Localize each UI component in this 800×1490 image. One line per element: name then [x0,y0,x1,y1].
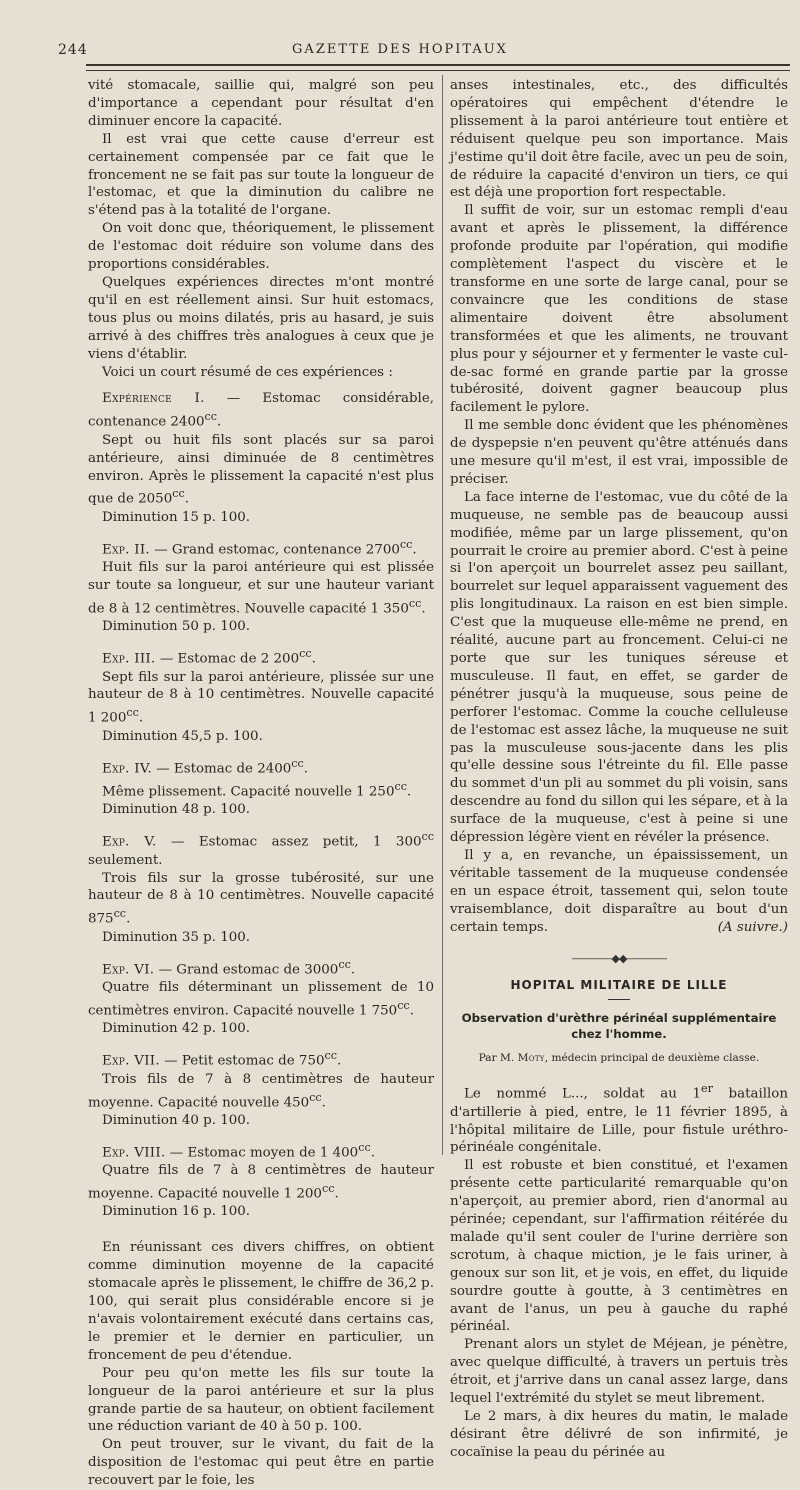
experiment-5-diminution: Diminution 35 p. 100. [102,929,251,945]
paragraph: La face interne de l'estomac, vue du côté de la muqueuse, ne semble pas de beaucoup aussi modifiée, même par un large plissement, qu'on pourrait le croire au premier abord. C'est à peine si l'on aperçoit un bourrelet assez peu saillant, bourrelet sur lequel apparaissent vaguement des plis longitudinaux. La raison en est bien simple. C'est que la muqueuse elle-même ne prend, en réalité, aucune part au froncement. Celui-ci ne porte que sur les tuniques séreuse et musculeuse. Il faut, en effet, se garder de pénétrer jusqu'à la muqueuse, sous peine de perforer l'estomac. Comme la couche celluleuse de l'estomac est assez lâche, la muqueuse ne suit pas la musculeuse sous-jacente dans les plis qu'elle dessine sous l'étreinte du fil. Elle passe du sommet d'un pli au sommet du pli voisin, sans descendre au fond du sillon qui les sépare, et à la surface de la muqueuse, c'est à peine si une dépression légère vient en révéler la présence. [450,489,788,846]
paragraph: En réunissant ces divers chiffres, on obtient comme diminution moyenne de la capacité stomacale après le plissement, le chiffre de 36,2 p. 100, qui serait plus considérable encore si je n'avais volontairement exécuté dans certains cas, le premier et le dernier en particulier, un froncement de peu d'étendue. [88,1240,434,1363]
header-rule-thin [86,70,790,71]
experiment-1-diminution: Diminution 15 p. 100. [102,509,251,525]
experiment-3-diminution: Diminution 45,5 p. 100. [102,728,263,744]
paragraph: On peut trouver, sur le vivant, du fait de la disposition de l'estomac qui peut être en partie recouvert par le foie, les [88,1437,434,1489]
experiment-2-body: Huit fils sur la paroi antérieure qui est plissée sur toute sa longueur, et sur une hauteur variant de 8 à 12 centimètres. Nouvelle capacité 1 $350^{cc}$. [88,560,434,617]
experiment-body-text: Sept ou huit fils sont placés sur sa paroi antérieure, ainsi diminuée de 8 centimètres environ. Après le plissement la capacité n'est plus que de 2050 [88,432,434,507]
paragraph-text: bataillon d'artillerie à pied, entre, le 11 février 1895, à l'hôpital militaire de Lille, pour fistule uréthro-périnéale congénitale. [450,1086,788,1156]
paragraph-with-signoff [450,847,788,937]
experiment-6-heading: Exp. VI. — Grand estomac de $3000^{cc}$. [102,957,356,978]
experiment-5-body: Trois fils sur la grosse tubérosité, sur une hauteur de 8 à 10 centimètres. Nouvelle capacité $875^{cc}$. [88,870,434,927]
unit-superscript: cc [321,1182,335,1196]
paragraph: Le 2 mars, à dix heures du matin, le malade désirant être délivré de son infirmité, je cocaïnise la peau du périnée au [450,1409,788,1460]
unit-superscript: cc [421,830,434,844]
paragraph: Prenant alors un stylet de Méjean, je pénètre, avec quelque difficulté, à travers un pertuis très étroit, et j'arrive dans un canal assez large, dans lequel l'extrémité du stylet se meut librement. [450,1337,788,1407]
experiment-label: Expérience I. [102,391,205,407]
experiment-2-heading: Exp. II. — Grand estomac, contenance $2700^{cc}$. [102,537,417,558]
observation-title-line-1: Observation d'urèthre périnéal supplémentaire [461,1011,777,1026]
experiment-2-diminution: Diminution 50 p. 100. [102,619,251,635]
experiment-heading-text: — Grand estomac de 3000 [154,962,339,978]
paragraph: vité stomacale, saillie qui, malgré son peu d'importance a cependant pour résultat d'en diminuer encore la capacité. [88,78,434,129]
column-divider [442,75,443,1155]
experiment-body-text: Même plissement. Capacité nouvelle 1 250 [102,784,395,800]
experiment-8-diminution: Diminution 16 p. 100. [102,1204,251,1220]
short-rule [608,999,630,1000]
experiment-6-body: Quatre fils déterminant un plissement de 10 centimètres environ. Capacité nouvelle 1 $750^{cc}$. [88,980,434,1019]
experiment-heading-text: — Estomac assez petit, 1 300 [156,834,422,850]
experiment-8-heading: Exp. VIII. — Estomac moyen de 1 $400^{cc}$. [102,1140,375,1161]
running-title: GAZETTE DES HOPITAUX [292,42,508,57]
experiment-body-text: Sept fils sur la paroi antérieure, plissée sur une hauteur de 8 à 10 centimètres. Nouvelle capacité 1 200 [88,669,434,726]
author-name: Moty [517,1052,545,1065]
experiment-label: Exp. II. [102,542,150,558]
left-column [88,77,434,1489]
experiment-7-heading: Exp. VII. — Petit estomac de $750^{cc}$. [102,1049,342,1069]
unit-superscript: cc [172,487,185,501]
experiment-3-body: Sept fils sur la paroi antérieure, plissée sur une hauteur de 8 à 10 centimètres. Nouvelle capacité 1 $200^{cc}$. [88,669,434,726]
experiment-label: Exp. VI. [102,962,155,978]
paragraph: On voit donc que, théoriquement, le plissement de l'estomac doit réduire son volume dans des proportions considérables. [88,221,434,273]
experiment-3-heading: Exp. III. — Estomac de 2 $200^{cc}$. [102,647,316,667]
observation-title [450,1010,788,1042]
experiment-heading-end: seulement. [88,852,163,868]
experiment-8-body: Quatre fils de 7 à 8 centimètres de hauteur moyenne. Capacité nouvelle 1 $200^{cc}$. [88,1163,434,1202]
paragraph: Voici un court résumé de ces expériences : [102,364,393,380]
experiment-4-diminution: Diminution 48 p. 100. [102,802,251,818]
unit-superscript: cc [291,756,304,770]
experiment-body-text: Trois fils sur la grosse tubérosité, sur une hauteur de 8 à 10 centimètres. Nouvelle capacité 875 [88,870,434,927]
experiment-heading-text: — Estomac considérable, contenance 2400 [88,391,434,430]
unit-superscript: cc [399,537,413,551]
unit-superscript: cc [394,780,407,793]
section-separator: ————◆◆———— [571,951,667,965]
unit-superscript: cc [397,998,410,1012]
experiment-7-diminution: Diminution 40 p. 100. [102,1112,251,1128]
unit-superscript: cc [126,706,139,720]
ordinal-superscript: er [701,1082,713,1096]
unit-superscript: cc [338,957,351,971]
paragraph: Il est robuste et bien constitué, et l'examen présente cette particularité remarquable qu'on n'aperçoit, au premier abord, rien d'anormal au périnée; cependant, sur l'affirmation réitérée du malade qu'il sent couler de l'urine derrière son scrotum, à chaque miction, je le fais uriner, à genoux sur son lit, et je vois, en effet, du liquide sourdre goutte à goutte, à 3 centimètres en avant de l'anus, un peu à gauche du raphé périnéal. [450,1158,788,1335]
experiment-body-text: Huit fils sur la paroi antérieure qui est plissée sur toute sa longueur, et sur une hauteur variant de 8 à 12 centimètres. Nouvelle capacité 1 350 [88,560,434,617]
experiment-label: Exp. VIII. [102,1145,166,1161]
unit-superscript: cc [324,1049,337,1063]
experiment-heading-text: — Grand estomac, contenance 2700 [150,542,400,558]
unit-superscript: cc [204,410,217,424]
unit-superscript: cc [408,596,422,610]
paragraph [450,1080,788,1157]
paragraph: Pour peu qu'on mette les fils sur toute la longueur de la paroi antérieure et sur la plus grande partie de sa hauteur, on obtient facilement une réduction variant de 40 à 50 p. 100. [88,1365,434,1435]
experiment-1-body: Sept ou huit fils sont placés sur sa paroi antérieure, ainsi diminuée de 8 centimètres environ. Après le plissement la capacité n'est plus que de $2050^{cc}$. [88,432,434,507]
experiment-heading-text: — Estomac moyen de 1 400 [165,1145,359,1161]
to-be-continued: (A suivre.) [717,919,788,935]
paragraph: Il me semble donc évident que les phénomènes de dyspepsie n'en peuvent qu'être atténués dans une mesure qu'il m'est, il est vrai, impossible de préciser. [450,418,788,487]
paragraph-text: Le nommé L..., soldat au 1 [464,1086,701,1102]
paragraph: Il suffit de voir, sur un estomac rempli d'eau avant et après le plissement, la différence profonde produite par l'opération, qui modifie complètement l'aspect du viscère et le transforme en une sorte de large canal, pour se convaincre que les conditions de stase alimentaire doivent être absolument transformées et que les aliments, ne trouvant plus pour y séjourner et y fermenter le vaste cul-de-sac formé en grande partie par la grosse tubérosité, doivent gagner beaucoup plus facilement le pylore. [450,203,788,416]
byline-suffix: , médecin principal de deuxième classe. [544,1052,760,1065]
experiment-6-diminution: Diminution 42 p. 100. [102,1021,251,1037]
paragraph: anses intestinales, etc., des difficultés opératoires qui empêchent d'étendre le plissement à la paroi antérieure tout entière et réduisent quelque peu son importance. Mais j'estime qu'il doit être facile, avec un peu de soin, de réduire la capacité d'environ un tiers, ce qui est déjà une proportion fort respectable. [450,78,788,201]
experiment-1-heading: Expérience I. — Estomac considérable, contenance $2400^{cc}$. [88,391,434,430]
experiment-body-text: Quatre fils de 7 à 8 centimètres de hauteur moyenne. Capacité nouvelle 1 200 [88,1163,434,1202]
right-column [450,77,788,1460]
unit-superscript: cc [309,1090,322,1104]
experiment-7-body: Trois fils de 7 à 8 centimètres de hauteur moyenne. Capacité nouvelle $450^{cc}$. [88,1071,434,1110]
experiment-heading-text: — Estomac de 2400 [152,761,292,777]
unit-superscript: cc [113,907,127,921]
experiment-body-text: Trois fils de 7 à 8 centimètres de hauteur moyenne. Capacité nouvelle 450 [88,1071,434,1110]
experiment-4-heading: Exp. IV. — Estomac de $2400^{cc}$. [102,756,309,777]
experiment-5-heading [88,828,434,869]
experiment-4-body: Même plissement. Capacité nouvelle 1 $250^{cc}$. [102,780,412,800]
unit-superscript: cc [299,647,312,661]
unit-superscript: cc [358,1140,371,1154]
experiment-label: Exp. V. [102,834,157,850]
experiment-body-text: Quatre fils déterminant un plissement de 10 centimètres environ. Capacité nouvelle 1 750 [88,980,434,1019]
byline [450,1050,788,1068]
paragraph: Quelques expériences directes m'ont montré qu'il en est réellement ainsi. Sur huit estomacs, tous plus ou moins dilatés, pris au hasard, je suis arrivé à des chiffres très analogues à ceux que je viens d'établir. [88,274,434,362]
page-number: 244 [58,42,88,58]
byline-prefix: Par M. [478,1052,518,1065]
observation-title-line-2: chez l'homme. [571,1027,667,1042]
section-title: HOPITAL MILITAIRE DE LILLE [510,978,728,993]
experiment-heading-text: — Petit estomac de 750 [159,1053,325,1069]
paragraph-text: Il y a, en revanche, un épaississement, un véritable tassement de la muqueuse condensée en un espace étroit, tassement qui, selon toute vraisemblance, doit disparaître au bout d'un certain temps. [450,847,788,935]
experiment-heading-text: — Estomac de 2 200 [155,651,300,667]
experiment-label: Exp. IV. [102,761,153,777]
experiment-label: Exp. VII. [102,1053,160,1069]
experiment-label: Exp. III. [102,651,156,667]
header-rule-thick [86,64,790,66]
paragraph: Il est vrai que cette cause d'erreur est certainement compensée par ce fait que le froncement ne se fait pas sur toute la longueur de l'estomac, et que la diminution du calibre ne s'étend pas à la totalité de l'organe. [88,131,434,219]
